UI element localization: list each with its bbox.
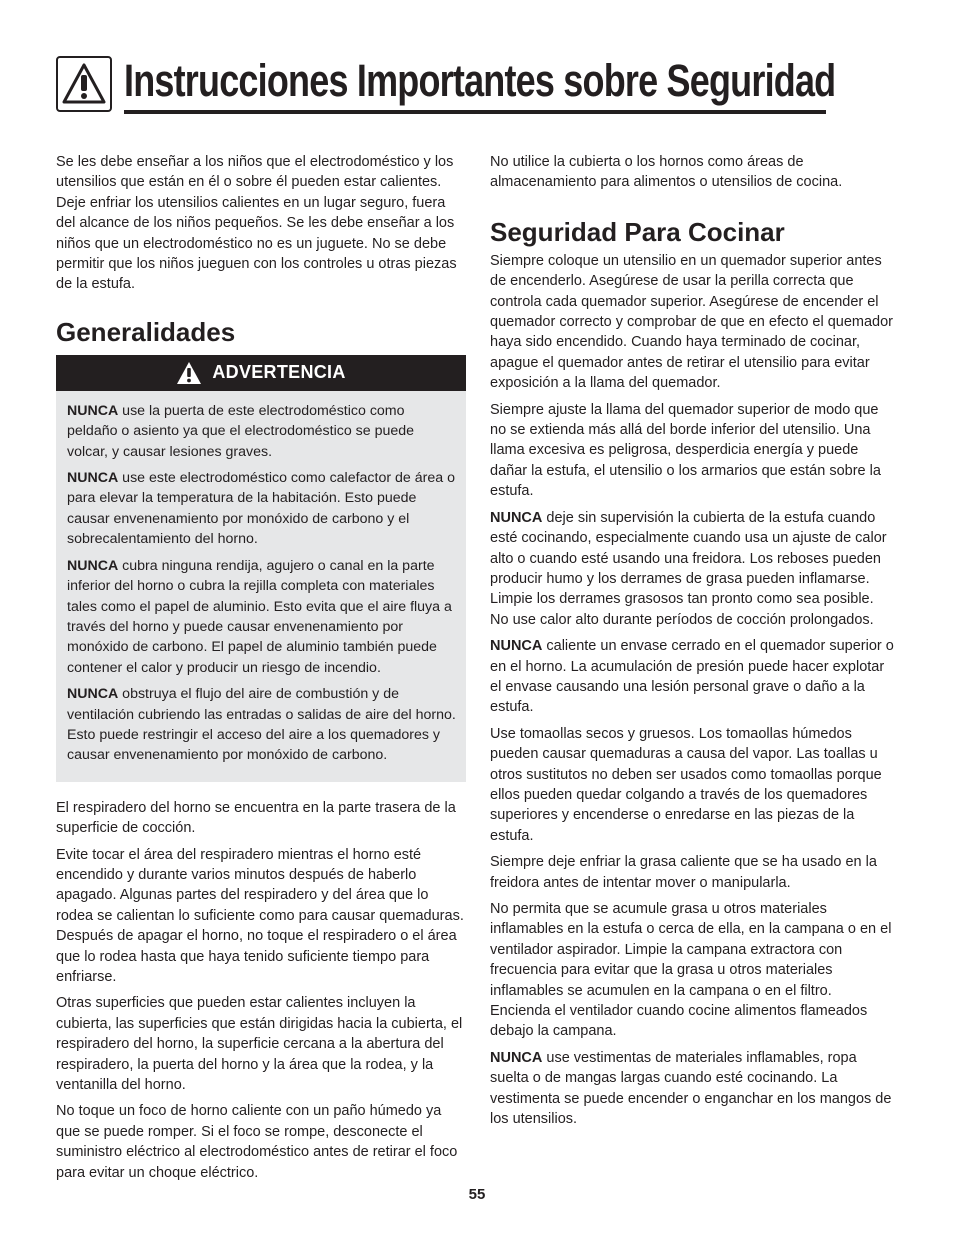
body-paragraph: Evite tocar el área del respiradero mientras el horno esté encendido y durante varios minutos después de haberlo apagado. Algunas partes del respiradero y del área que lo rodea se calientan lo suficiente como para causar quemaduras. Después de apagar el horno, no toque el respiradero o el área que lo rodea hasta que haya tenido suficiente tiempo para enfriarse. [56, 846, 464, 985]
page-title: Instrucciones Importantes sobre Seguridad [124, 55, 836, 106]
section-heading-generalidades: Generalidades [56, 316, 236, 347]
warning-item: NUNCA use la puerta de este electrodoméstico como peldaño o asiento ya que el electrodoméstico se puede volcar, y causar lesiones graves. [67, 402, 415, 460]
body-paragraph: NUNCA deje sin supervisión la cubierta de la estufa cuando esté cocinando, especialmente cuando usa un ajuste de calor alto o cuando esté usando una freidora. Los reboses pueden producir humo y los derrames de grasa pueden inflamarse. Limpie los derrames grasosos tan pronto como sea posible. No use calor alto durante períodos de cocción prolongados. [490, 509, 887, 628]
warning-triangle-icon [176, 361, 202, 385]
warning-body [56, 391, 466, 766]
body-paragraph: El respiradero del horno se encuentra en la parte trasera de la superficie de cocción. [56, 799, 456, 837]
body-paragraph: NUNCA use vestimentas de materiales inflamables, ropa suelta o de mangas largas cuando esté cocinando. La vestimenta se puede encender o enganchar en los mangos de los utensilios. [490, 1049, 892, 1128]
warning-box [56, 355, 466, 782]
body-paragraph: NUNCA caliente un envase cerrado en el quemador superior o en el horno. La acumulación de presión puede hacer explotar el envase causando una lesión personal grave o daño a la estufa. [490, 638, 894, 716]
body-paragraph: Siempre deje enfriar la grasa caliente que se ha usado en la freidora antes de intentar mover o manipularla. [490, 854, 877, 891]
warning-item: NUNCA use este electrodoméstico como calefactor de área o para elevar la temperatura de la habitación. Esto puede causar envenenamiento por monóxido de carbono y el sobrecalentamiento del horno. [67, 470, 455, 548]
warning-item: NUNCA cubra ninguna rendija, agujero o canal en la parte inferior del horno o cubra la rejilla completa con materiales tales como el papel de aluminio. Esto evita que el aire fluya a través del horno y puede causar envenenamiento por monóxido de carbono. El papel de aluminio también puede contener el calor y producir un riesgo de incendio. [67, 557, 452, 676]
page-header [56, 55, 836, 116]
intro-paragraph: No utilice la cubierta o los hornos como áreas de almacenamiento para alimentos o utensilios de cocina. [490, 154, 843, 191]
body-paragraph: No toque un foco de horno caliente con un paño húmedo ya que se puede romper. Si el foco se rompe, desconecte el suministro eléctrico al electrodoméstico antes de retirar el foco para evitar un choque eléctrico. [56, 1103, 458, 1181]
body-paragraph: Otras superficies que pueden estar calientes incluyen la cubierta, las superficies que están dirigidas hacia la cubierta, el respiradero del horno, la superficie cercana a la abertura del respiradero, la puerta del horno y la área que la rodea, y la ventanilla del horno. [56, 995, 463, 1094]
body-paragraph: Use tomaollas secos y gruesos. Los tomaollas húmedos pueden causar quemaduras a causa del vapor. Las toallas u otros sustitutos no deben ser usados como tomaollas porque ellos pueden quedar colgando a través de los quemadores superiores y encenderse o enredarse en las piezas de la estufa. [490, 725, 882, 844]
right-column [490, 152, 896, 1135]
warning-header [56, 355, 466, 391]
body-paragraph: Siempre ajuste la llama del quemador superior de modo que no se extienda más allá del borde inferior del utensilio. Una llama excesiva es peligrosa, desperdicia energía y puede dañar la estufa, el utensilio o los armarios que están sobre la estufa. [490, 401, 881, 500]
title-underline [124, 110, 826, 114]
body-paragraph: Siempre coloque un utensilio en un quemador superior antes de encenderlo. Asegúrese de usar la perilla correcta que controla cada quemador superior. Asegúrese de encender el quemador correcto y comprobar de que en efecto el quemador haya sido encendido. Cuando haya terminado de cocinar, apague el quemador antes de retirar el utensilio para evitar exposición a la llama del quemador. [490, 252, 894, 392]
left-body-text [56, 798, 466, 1183]
warning-triangle-icon [56, 56, 112, 112]
intro-paragraph: Se les debe enseñar a los niños que el electrodoméstico y los utensilios que están en él o sobre él pueden estar calientes. Deje enfriar los utensilios calientes en un lugar seguro, fuera del alcance de los niños pequeños. Se les debe enseñar a los niños que un electrodoméstico no es un juguete. No se debe permitir que los niños jueguen con los controles u otras piezas de la estufa. [56, 154, 457, 293]
section-heading-seguridad-cocinar: Seguridad Para Cocinar [490, 216, 785, 247]
left-column [56, 152, 466, 1189]
page-number: 55 [468, 1186, 486, 1203]
body-paragraph: No permita que se acumule grasa u otros materiales inflamables en la estufa o cerca de ella, en la campana o en el ventilador aspirador. Limpie la campana extractora con frecuencia para evitar que la grasa u otros materiales inflamables se acumulen en la campana o en el filtro. Encienda el ventilador cuando cocine alimentos flameados debajo la campana. [490, 901, 892, 1040]
warning-label: ADVERTENCIA [212, 362, 346, 383]
warning-item: NUNCA obstruya el flujo del aire de combustión y de ventilación cubriendo las entradas o salidas de aire del horno. Esto puede restringir el acceso del aire a los quemadores y causar envenenamiento por monóxido de carbono. [67, 686, 456, 764]
